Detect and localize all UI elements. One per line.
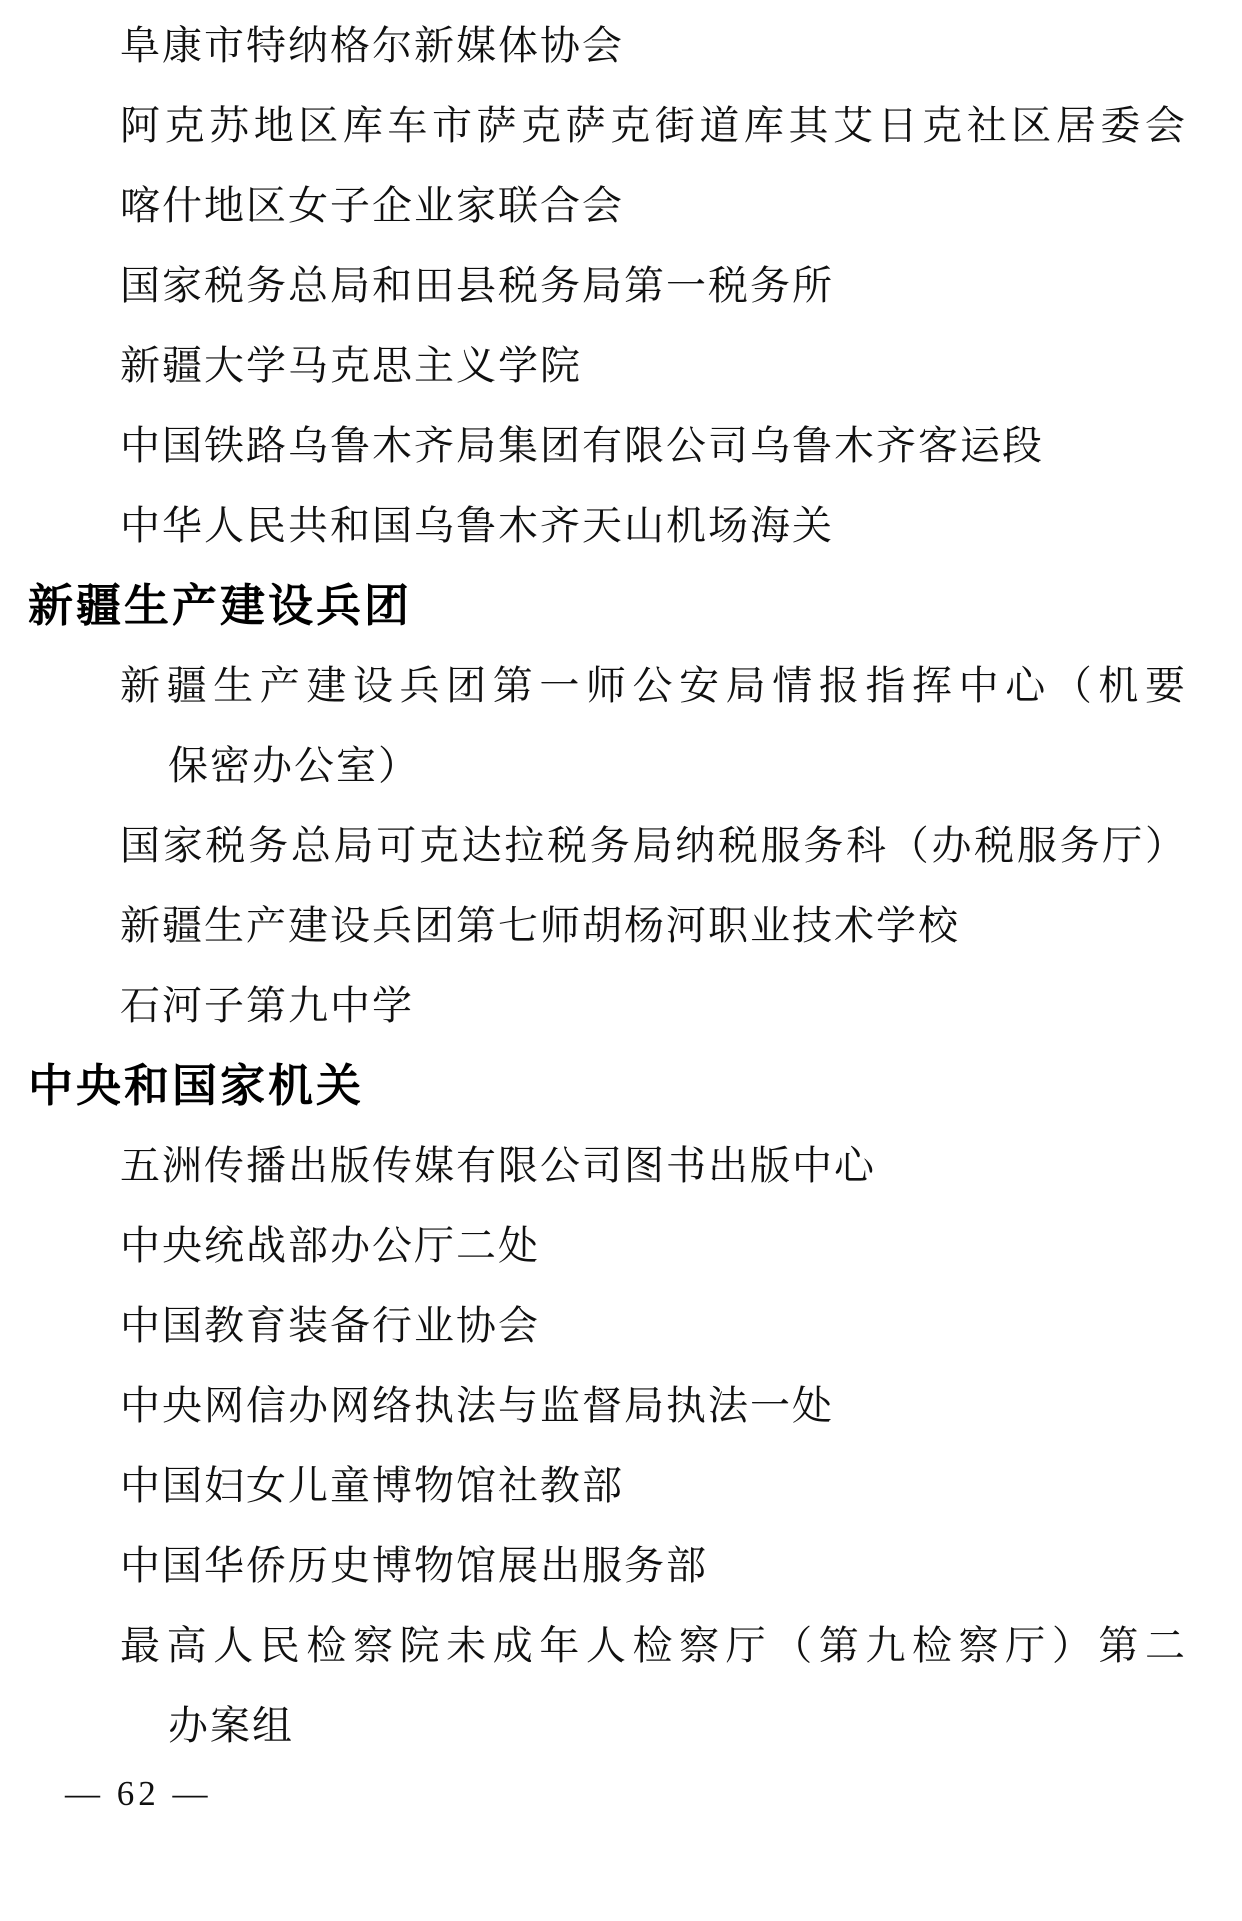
section-header: 新疆生产建设兵团 [28, 580, 413, 631]
list-item: 国家税务总局和田县税务局第一税务所 [120, 263, 834, 308]
list-item: 国家税务总局可克达拉税务局纳税服务科（办税服务厅） [120, 823, 1185, 868]
list-item-continuation: 办案组 [168, 1703, 294, 1748]
list-item: 阿克苏地区库车市萨克萨克街道库其艾日克社区居委会 [120, 103, 1185, 148]
list-item: 中国华侨历史博物馆展出服务部 [120, 1543, 708, 1588]
list-item: 石河子第九中学 [120, 983, 414, 1028]
list-item: 最高人民检察院未成年人检察厅（第九检察厅）第二 [120, 1623, 1185, 1668]
list-item: 喀什地区女子企业家联合会 [120, 183, 624, 228]
list-item: 新疆大学马克思主义学院 [120, 343, 582, 388]
list-item: 中国教育装备行业协会 [120, 1303, 540, 1348]
list-item: 中央统战部办公厅二处 [120, 1223, 540, 1268]
section-header: 中央和国家机关 [28, 1060, 365, 1111]
list-item: 中华人民共和国乌鲁木齐天山机场海关 [120, 503, 834, 548]
list-item: 中国铁路乌鲁木齐局集团有限公司乌鲁木齐客运段 [120, 423, 1044, 468]
list-item: 五洲传播出版传媒有限公司图书出版中心 [120, 1143, 876, 1188]
list-item: 阜康市特纳格尔新媒体协会 [120, 23, 624, 68]
list-item: 新疆生产建设兵团第七师胡杨河职业技术学校 [120, 903, 960, 948]
page-number: — 62 — [65, 1774, 212, 1813]
list-item: 新疆生产建设兵团第一师公安局情报指挥中心（机要 [120, 663, 1185, 708]
list-item-continuation: 保密办公室） [168, 743, 420, 788]
list-item: 中国妇女儿童博物馆社教部 [120, 1463, 624, 1508]
list-item: 中央网信办网络执法与监督局执法一处 [120, 1383, 834, 1428]
